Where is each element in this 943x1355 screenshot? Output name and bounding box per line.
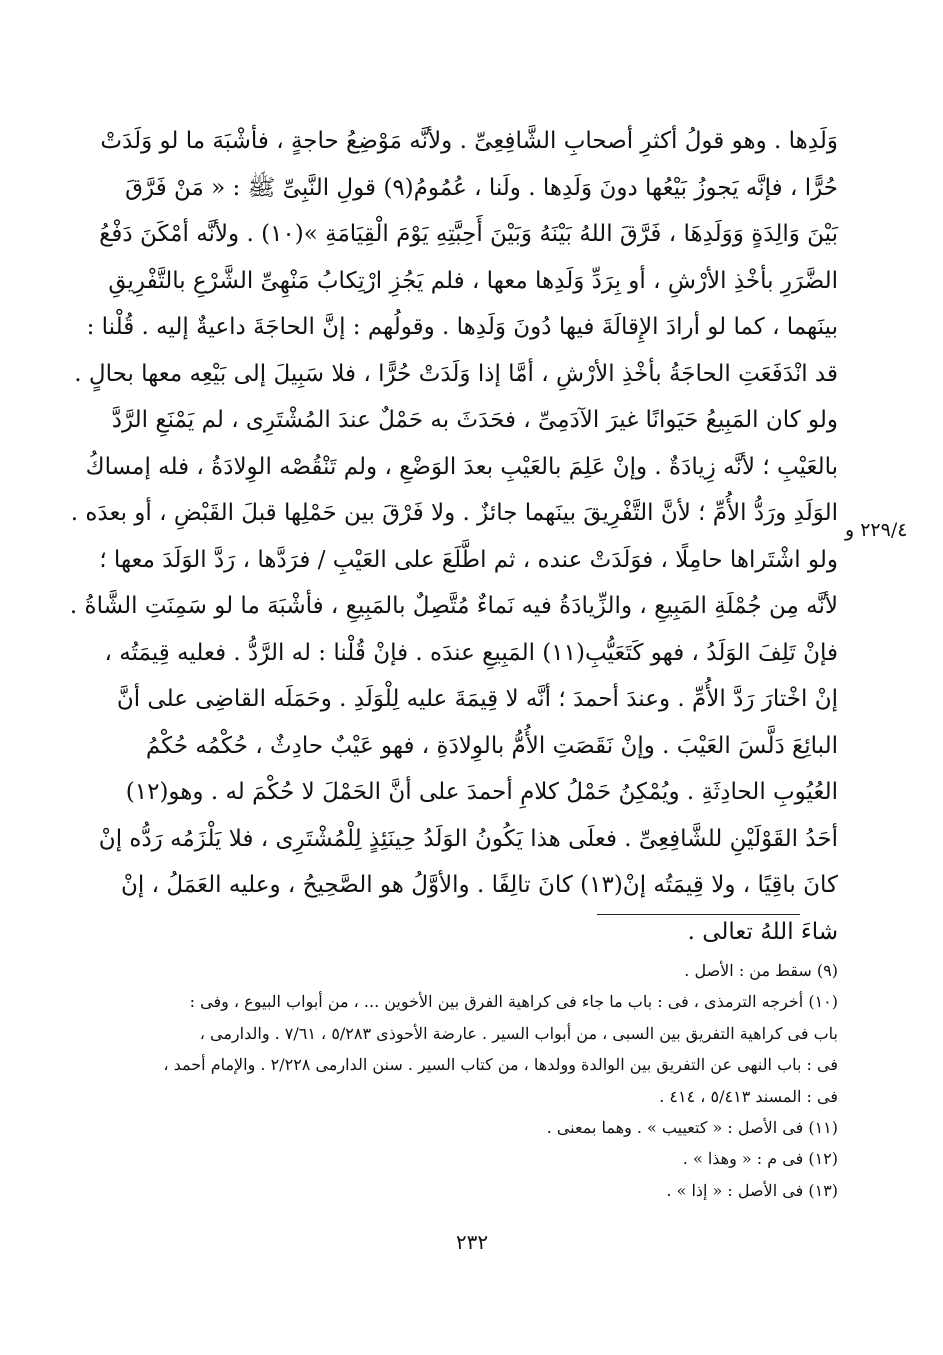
- text-line: قد انْدَفَعَتِ الحاجَةُ بأخْذِ الأرْشِ ، أمَّا إذا وَلَدَتْ حُرًّا ، فلا سَبِيلَ إلى بَيْعِه معها بحالٍ .: [74, 360, 838, 387]
- footnote-line: فى : باب النهى عن التفريق بين الوالدة وولدها ، من كتاب السير . سنن الدارمى ٢/٢٢٨ . والإمام أحمد ،: [163, 1055, 838, 1075]
- text-line: ولو كان المَبِيعُ حَيَوانًا غيرَ الآدَمِىِّ ، فحَدَثَ به حَمْلٌ عندَ المُشْتَرِى ، لم يَمْنَعِ الرَّدَّ: [111, 407, 838, 433]
- text-line: كانَ باقِيًا ، ولا قِيمَتُه إنْ(١٣) كانَ تالِفًا . والأوَّلُ هو الصَّحِيحُ ، وعليه العَمَلُ ، إنْ: [121, 872, 838, 898]
- text-line: بالعَيْبِ ؛ لأنَّه زِيادَةٌ . وإنْ عَلِمَ بالعَيْبِ بعدَ الوَضْعِ ، ولم تَنْقُصْه الوِلادَةُ ، فله إمساكُ: [85, 453, 838, 480]
- text-line: لأنَّه مِن جُمْلَةِ المَبِيعِ ، والزِّيادَةُ فيه نَماءٌ مُتَّصِلٌ بالمَبِيعِ ، فأشْبَهَ ما لو سَمِنَتِ الشَّاةُ .: [69, 593, 838, 619]
- text-line: فإنْ تَلِفَ الوَلَدُ ، فهو كَتَعَيُّبِ(١١) المَبِيعِ عندَه . فإنْ قُلْنا : له الرَّدُّ . فعليه قِيمَتُه ،: [104, 639, 838, 666]
- footnote-line: (١٢) فى م : « وهذا » .: [682, 1149, 838, 1169]
- text-line: البائِعَ دَلَّسَ العَيْبَ . وإنْ نَقَصَتِ الأُمُّ بالوِلادَةِ ، فهو عَيْبٌ حادِثٌ ، حُكْمُه حُكْمُ: [145, 732, 838, 759]
- footnote-line: (١٠) أخرجه الترمذى ، فى : باب ما جاء فى كراهية الفرق بين الأخوين ... ، من أبواب البيوع ، وفى :: [189, 992, 838, 1012]
- main-text-body: [69, 118, 838, 955]
- footnote-line: فى : المسند ٥/٤١٣ ، ٤١٤ .: [659, 1086, 838, 1106]
- text-line: الضَّرَرِ بأخْذِ الأرْشِ ، أو بِرَدِّ وَلَدِها معها ، فلم يَجُزِ ارْتِكابُ مَنْهِىِّ الشَّرْعِ بالتَّفْرِيقِ: [108, 267, 838, 294]
- text-line: العُيُوبِ الحادِثَةِ . ويُمْكِنُ حَمْلُ كلامِ أحمدَ على أنَّ الحَمْلَ لا حُكْمَ له . وهو(١٢): [125, 779, 838, 805]
- text-line: حُرًّا ، فإنَّه يَجوزُ بَيْعُها دونَ وَلَدِها . ولَنا ، عُمُومُ(٩) قولِ النَّبِىِّ ﷺ : « مَنْ فَرَّقَ: [125, 174, 838, 201]
- text-line: أحَدُ القَوْلَيْنِ للشَّافِعِىِّ . فعلَى هذا يَكُونُ الوَلَدُ حِينَئِذٍ لِلْمُشْتَرِى ، فلا يَلْزَمُه رَدُّه إنْ: [98, 825, 838, 852]
- text-line: وَلَدِها . وهو قولُ أكثرِ أصحابِ الشَّافِعِىِّ . ولأنَّه مَوْضِعُ حاجةٍ ، فأشْبَهَ ما لو وَلَدَتْ: [100, 128, 838, 154]
- text-line: شاءَ اللهُ تعالى .: [687, 918, 838, 945]
- footnote-line: (١٣) فى الأصل : « إذا » .: [666, 1180, 838, 1200]
- text-line: الوَلَدِ ورَدُّ الأُمِّ ؛ لأنَّ التَّفْرِيقَ بينَهما جائزٌ . ولا فَرْقَ بين حَمْلِها قبلَ القَبْضِ ، أو بعدَه .: [70, 500, 838, 526]
- footnote-line: باب فى كراهية التفريق بين السبى ، من أبواب السير . عارضة الأحوذى ٥/٢٨٣ ، ٧/٦١ . والدارمى ،: [199, 1023, 838, 1043]
- footnotes: [128, 955, 838, 1206]
- page-number: ٢٣٢: [455, 1230, 489, 1254]
- text-line: بينَهما ، كما لو أرادَ الإِقالَةَ فيها دُونَ وَلَدِها . وقولُهم : إنَّ الحاجَةَ داعيةٌ إليه . قُلْنا :: [86, 314, 838, 340]
- text-line: إنْ اخْتارَ رَدَّ الأُمِّ . وعندَ أحمدَ ؛ أنَّه لا قِيمَةَ عليه لِلْوَلَدِ . وحَمَلَه القاضِى على أنَّ: [116, 686, 838, 712]
- text-line: ولو اشْتَراها حامِلًا ، فوَلَدَتْ عنده ، ثم اطَّلَعَ على العَيْبِ / فرَدَّها ، رَدَّ الوَلَدَ معها ؛: [99, 546, 838, 573]
- footnote-line: (٩) سقط من : الأصل .: [684, 961, 838, 980]
- footnote-separator: [597, 914, 800, 915]
- text-line: بَيْنَ وَالِدَةٍ وَوَلَدِهَا ، فَرَّقَ اللهُ بَيْنَهُ وَبَيْنَ أَحِبَّتِهِ يَوْمَ الْقِيَامَةِ »(١٠) . ولأنَّه أمْكَنَ دَفْعُ: [99, 221, 838, 247]
- margin-folio-reference: ٢٢٩/٤ و: [845, 519, 908, 541]
- footnote-line: (١١) فى الأصل : « كتعييب » . وهما بمعنى .: [546, 1117, 838, 1137]
